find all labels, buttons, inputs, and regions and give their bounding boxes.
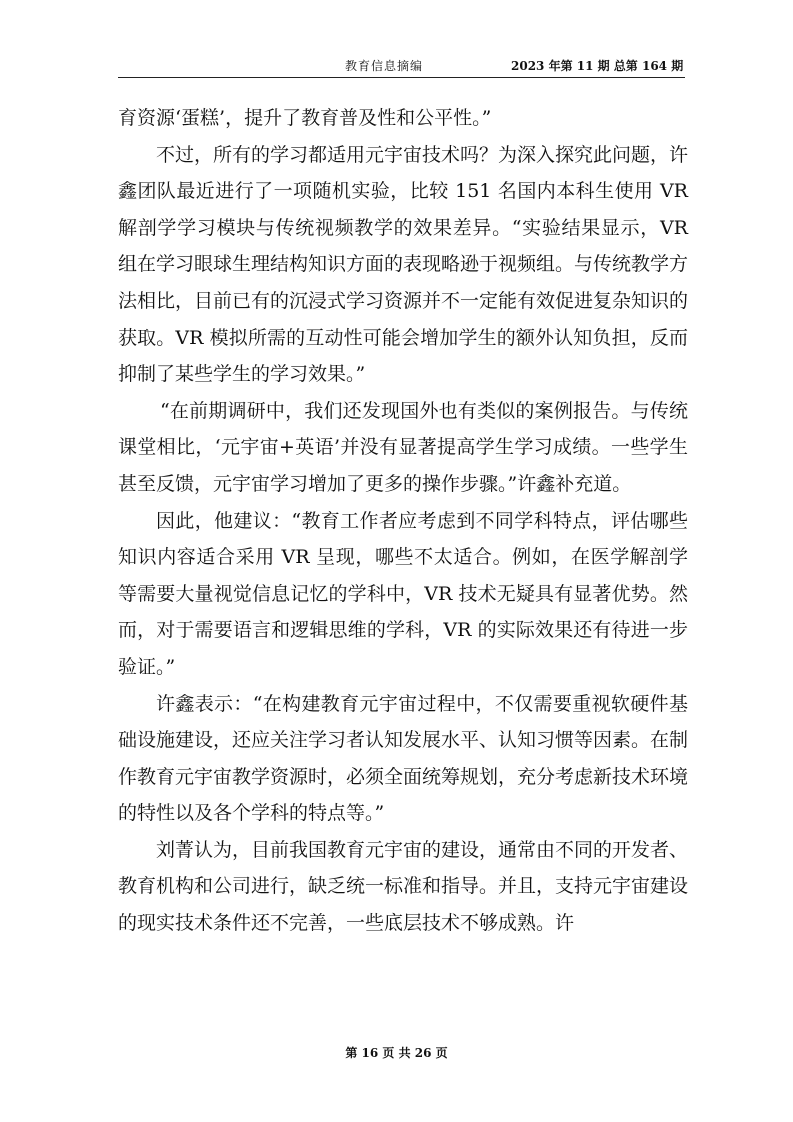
page-number: 第 16 页 共 26 页 (345, 1046, 448, 1060)
page-header (0, 57, 793, 77)
header-divider (118, 77, 685, 78)
issue-number: 2023 年第 11 期 总第 164 期 (511, 59, 684, 73)
paragraph-liu-jing-view: 刘菁认为，目前我国教育元宇宙的建设，通常由不同的开发者、教育机构和公司进行，缺乏统一标准和指导。并且，支持元宇宙建设的现实技术条件还不完善，一些底层技术不够成熟。许 (118, 838, 689, 935)
paragraph-suggestion: 因此，他建议：“教育工作者应考虑到不同学科特点，评估哪些知识内容适合采用 VR 呈现，哪些不太适合。例如，在医学解剖学等需要大量视觉信息记忆的学科中，VR 技术无疑具有显著优势。然而，对于需要语言和逻辑思维的学科，VR 的实际效果还有待进一步验证。” (118, 509, 688, 678)
article-body (118, 100, 688, 942)
journal-title: 教育信息摘编 (345, 59, 424, 73)
paragraph-xu-xin-statement: 许鑫表示：“在构建教育元宇宙过程中，不仅需要重视软硬件基础设施建设，还应关注学习者认知发展水平、认知习惯等因素。在制作教育元宇宙教学资源时，必须全面统筹规划，充分考虑新技术环境的特性以及各个学科的特点等。” (118, 692, 689, 825)
paragraph-continued: 育资源‘蛋糕’，提升了教育普及性和公平性。” (118, 107, 492, 129)
paragraph-random-experiment: 不过，所有的学习都适用元宇宙技术吗？为深入探究此问题，许鑫团队最近进行了一项随机实验，比较 151 名国内本科生使用 VR 解剖学学习模块与传统视频教学的效果差异。“实验结果显示，VR 组在学习眼球生理结构知识方面的表现略逊于视频组。与传统教学方法相比，目前已有的沉浸式学习资源并不一定能有效促进复杂知识的获取。VR 模拟所需的互动性可能会增加学生的额外认知负担，反而抑制了某些学生的学习效果。” (118, 143, 689, 386)
paragraph-foreign-cases: “在前期调研中，我们还发现国外也有类似的案例报告。与传统课堂相比，‘元宇宙+英语’并没有显著提高学生学习成绩。一些学生甚至反馈，元宇宙学习增加了更多的操作步骤。”许鑫补充道。 (118, 399, 688, 495)
